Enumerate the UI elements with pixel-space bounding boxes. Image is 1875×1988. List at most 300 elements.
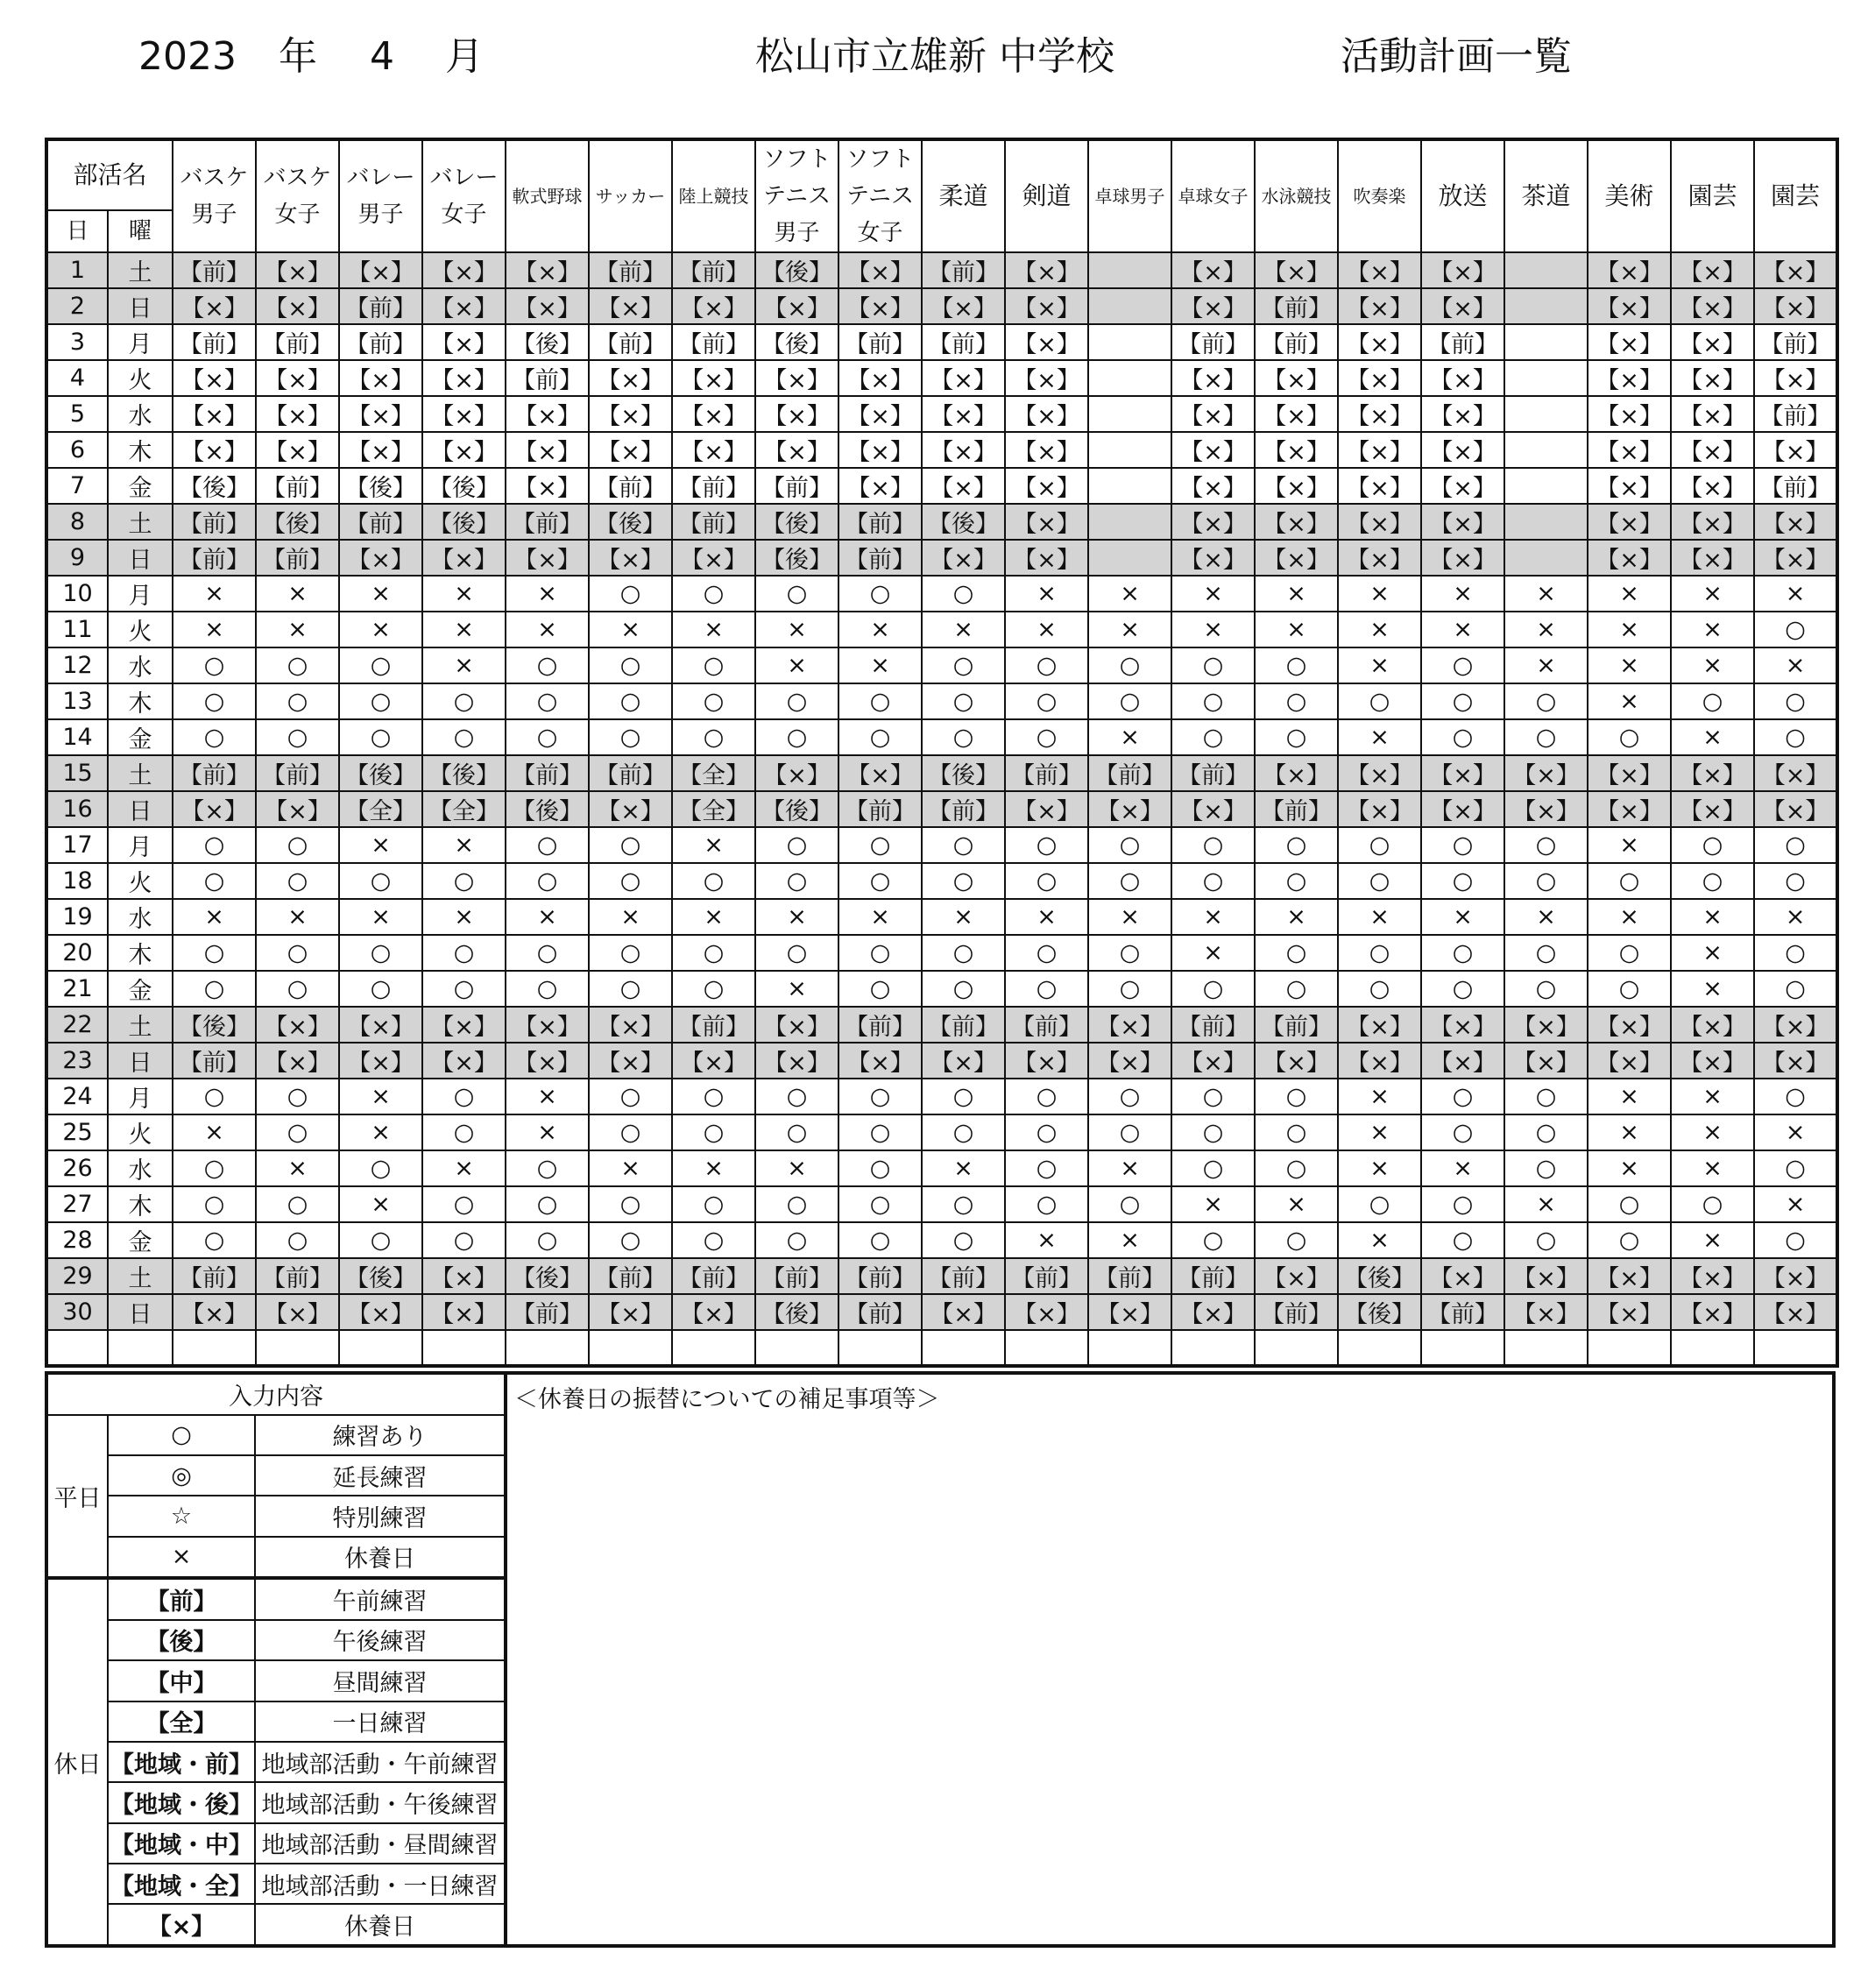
plan-cell — [1088, 540, 1171, 576]
plan-cell: 【後】 — [589, 504, 672, 540]
plan-cell: ○ — [173, 683, 256, 719]
plan-cell: 【前】 — [589, 755, 672, 791]
plan-cell: 【×】 — [1171, 468, 1255, 504]
plan-cell: ○ — [589, 1114, 672, 1150]
blank-cell — [46, 1330, 108, 1366]
plan-cell: ○ — [1005, 1114, 1088, 1150]
plan-cell: 【×】 — [672, 1294, 755, 1330]
plan-cell: 【全】 — [339, 791, 422, 827]
table-row — [46, 935, 1837, 971]
plan-cell: 【後】 — [422, 755, 506, 791]
plan-cell: 【×】 — [672, 396, 755, 432]
plan-cell: × — [1588, 1150, 1671, 1186]
plan-cell: ○ — [1005, 863, 1088, 899]
plan-cell: × — [173, 1114, 256, 1150]
plan-cell: ○ — [173, 827, 256, 863]
plan-cell: ○ — [1255, 1150, 1338, 1186]
plan-cell: ○ — [1171, 1079, 1255, 1114]
plan-cell: 【前】 — [838, 1007, 922, 1043]
plan-cell: 【前】 — [1255, 1007, 1338, 1043]
weekday-cell: 月 — [108, 1079, 173, 1114]
plan-cell — [1504, 288, 1588, 324]
plan-cell: 【×】 — [1255, 468, 1338, 504]
plan-cell: 【×】 — [838, 1043, 922, 1079]
plan-cell: ○ — [173, 935, 256, 971]
plan-cell: ○ — [422, 935, 506, 971]
plan-cell: ○ — [1504, 1222, 1588, 1258]
table-row — [46, 1043, 1837, 1079]
blank-cell — [1421, 1330, 1504, 1366]
table-row — [46, 791, 1837, 827]
plan-cell: 【×】 — [1588, 1007, 1671, 1043]
plan-cell: 【前】 — [922, 1258, 1005, 1294]
plan-cell: ○ — [838, 1150, 922, 1186]
plan-cell: ○ — [1005, 1150, 1088, 1186]
plan-cell: × — [589, 612, 672, 647]
plan-cell: ○ — [755, 1114, 838, 1150]
plan-cell: × — [1171, 935, 1255, 971]
plan-cell: ○ — [1171, 683, 1255, 719]
plan-cell: 【×】 — [506, 396, 589, 432]
plan-cell: ○ — [1338, 827, 1421, 863]
blank-cell — [256, 1330, 339, 1366]
plan-cell: 【×】 — [339, 432, 422, 468]
plan-cell: × — [506, 576, 589, 612]
club-header — [1171, 139, 1255, 252]
blank-cell — [589, 1330, 672, 1366]
plan-cell: 【×】 — [1671, 252, 1754, 288]
weekday-cell: 水 — [108, 1150, 173, 1186]
legend-header-row — [46, 1373, 1834, 1415]
plan-cell: 【×】 — [173, 396, 256, 432]
plan-cell: × — [1671, 971, 1754, 1007]
plan-cell: ○ — [256, 1222, 339, 1258]
plan-cell: 【前】 — [506, 504, 589, 540]
plan-cell: × — [1255, 899, 1338, 935]
plan-cell: 【×】 — [1588, 1294, 1671, 1330]
plan-cell: ○ — [1255, 935, 1338, 971]
plan-cell: 【×】 — [1088, 1007, 1171, 1043]
table-row — [46, 396, 1837, 432]
plan-cell: 【×】 — [922, 468, 1005, 504]
table-row — [46, 719, 1837, 755]
plan-cell: × — [1338, 899, 1421, 935]
club-header-line: サッカー — [595, 186, 666, 207]
plan-cell: 【×】 — [1754, 504, 1837, 540]
plan-cell: 【前】 — [1171, 324, 1255, 360]
plan-cell: 【×】 — [589, 288, 672, 324]
plan-cell: × — [173, 576, 256, 612]
plan-cell: 【×】 — [1588, 540, 1671, 576]
plan-cell: 【×】 — [1588, 504, 1671, 540]
activity-schedule-table — [45, 138, 1839, 1368]
plan-cell: × — [506, 612, 589, 647]
plan-cell: 【×】 — [1338, 252, 1421, 288]
club-header — [922, 139, 1005, 252]
plan-cell: 【×】 — [1421, 540, 1504, 576]
plan-cell: × — [1338, 719, 1421, 755]
table-row — [46, 647, 1837, 683]
day-cell: 9 — [46, 540, 108, 576]
plan-cell: × — [1255, 1186, 1338, 1222]
plan-cell: ○ — [1421, 935, 1504, 971]
blank-cell — [1754, 1330, 1837, 1366]
weekday-cell: 月 — [108, 576, 173, 612]
plan-cell: × — [838, 647, 922, 683]
plan-cell: × — [1338, 576, 1421, 612]
plan-cell: ○ — [256, 1079, 339, 1114]
plan-cell: ○ — [922, 1114, 1005, 1150]
plan-cell: × — [339, 899, 422, 935]
plan-cell: × — [339, 1114, 422, 1150]
plan-cell: 【全】 — [672, 791, 755, 827]
plan-cell: 【×】 — [1088, 1043, 1171, 1079]
plan-cell: ○ — [589, 576, 672, 612]
plan-cell: ○ — [1005, 719, 1088, 755]
plan-cell: 【×】 — [1005, 468, 1088, 504]
plan-cell: ○ — [838, 576, 922, 612]
plan-cell: ○ — [506, 647, 589, 683]
plan-cell: ○ — [1088, 863, 1171, 899]
plan-cell — [1088, 432, 1171, 468]
plan-cell: 【×】 — [1255, 396, 1338, 432]
plan-cell: 【前】 — [1005, 1258, 1088, 1294]
plan-cell: ○ — [838, 1222, 922, 1258]
legend-description: 地域部活動・午前練習 — [255, 1742, 506, 1782]
plan-cell: 【前】 — [506, 1294, 589, 1330]
plan-cell: × — [1588, 647, 1671, 683]
title-month: 4 — [370, 34, 394, 79]
legend-description: 昼間練習 — [255, 1660, 506, 1701]
plan-cell: ○ — [339, 1222, 422, 1258]
plan-cell: 【前】 — [1421, 1294, 1504, 1330]
plan-cell: 【×】 — [1005, 504, 1088, 540]
blank-cell — [1088, 1330, 1171, 1366]
plan-cell: 【×】 — [422, 324, 506, 360]
plan-cell: 【×】 — [1671, 1258, 1754, 1294]
plan-cell: 【前】 — [1255, 288, 1338, 324]
plan-cell: 【×】 — [1255, 252, 1338, 288]
plan-cell: 【×】 — [1671, 396, 1754, 432]
plan-cell: 【前】 — [589, 468, 672, 504]
plan-cell: ○ — [1088, 1079, 1171, 1114]
plan-cell: ○ — [1338, 1186, 1421, 1222]
plan-cell: ○ — [672, 1222, 755, 1258]
table-row — [46, 899, 1837, 935]
plan-cell: ○ — [1005, 683, 1088, 719]
plan-cell: × — [339, 1079, 422, 1114]
legend-description: 延長練習 — [255, 1455, 506, 1496]
plan-cell: × — [256, 899, 339, 935]
plan-cell: ○ — [1171, 647, 1255, 683]
plan-cell: 【×】 — [1588, 1043, 1671, 1079]
legend-description: 午前練習 — [255, 1578, 506, 1620]
club-header-line: 男子 — [774, 220, 820, 246]
plan-cell: 【×】 — [506, 288, 589, 324]
plan-cell: 【前】 — [256, 324, 339, 360]
day-cell: 4 — [46, 360, 108, 396]
plan-cell: ○ — [506, 1150, 589, 1186]
table-row — [46, 432, 1837, 468]
plan-cell: ○ — [1588, 863, 1671, 899]
plan-cell: 【前】 — [672, 1258, 755, 1294]
plan-cell: 【後】 — [922, 504, 1005, 540]
plan-cell: ○ — [1255, 683, 1338, 719]
plan-cell: 【×】 — [506, 1007, 589, 1043]
weekday-group-label: 平日 — [46, 1415, 108, 1579]
club-header — [1255, 139, 1338, 252]
plan-cell: 【前】 — [256, 468, 339, 504]
weekday-cell: 金 — [108, 468, 173, 504]
plan-cell: ○ — [1504, 1150, 1588, 1186]
plan-cell: 【×】 — [422, 1007, 506, 1043]
plan-cell: 【×】 — [1338, 755, 1421, 791]
plan-cell — [1504, 540, 1588, 576]
club-header-line: テニス — [846, 183, 914, 209]
plan-cell: ○ — [422, 683, 506, 719]
plan-cell: × — [1504, 1186, 1588, 1222]
plan-cell: ○ — [589, 1079, 672, 1114]
plan-cell: 【前】 — [1171, 755, 1255, 791]
plan-cell: ○ — [1171, 1114, 1255, 1150]
plan-cell — [1504, 468, 1588, 504]
club-header-line: バスケ — [263, 165, 332, 191]
title-year: 2023 — [138, 34, 237, 79]
club-header — [1421, 139, 1504, 252]
plan-cell: × — [339, 612, 422, 647]
table-row — [46, 468, 1837, 504]
day-cell: 11 — [46, 612, 108, 647]
plan-cell: 【×】 — [1588, 324, 1671, 360]
plan-cell: 【×】 — [256, 252, 339, 288]
blank-cell — [339, 1330, 422, 1366]
plan-cell: 【前】 — [1088, 755, 1171, 791]
plan-cell: ○ — [339, 971, 422, 1007]
plan-cell: ○ — [755, 1222, 838, 1258]
table-row — [46, 1258, 1837, 1294]
plan-cell: × — [422, 647, 506, 683]
plan-cell: ○ — [422, 719, 506, 755]
plan-cell: ○ — [506, 935, 589, 971]
plan-cell: ○ — [422, 1186, 506, 1222]
club-header-line: バレー — [346, 165, 415, 191]
plan-cell: ○ — [1338, 683, 1421, 719]
plan-cell: 【×】 — [256, 396, 339, 432]
plan-cell: × — [422, 612, 506, 647]
plan-cell: 【前】 — [339, 324, 422, 360]
plan-cell: 【後】 — [1338, 1258, 1421, 1294]
plan-cell: × — [1088, 899, 1171, 935]
plan-cell: × — [589, 1150, 672, 1186]
plan-cell: 【×】 — [1338, 324, 1421, 360]
weekday-cell: 火 — [108, 612, 173, 647]
plan-cell: 【×】 — [422, 396, 506, 432]
plan-cell: ○ — [422, 863, 506, 899]
plan-cell: 【×】 — [1754, 1007, 1837, 1043]
plan-cell: 【後】 — [422, 504, 506, 540]
plan-cell: 【×】 — [1588, 360, 1671, 396]
plan-cell: 【×】 — [1171, 504, 1255, 540]
table-row — [46, 612, 1837, 647]
plan-cell: 【×】 — [1421, 791, 1504, 827]
legend-symbol: ◎ — [108, 1455, 255, 1496]
plan-cell: × — [589, 899, 672, 935]
plan-cell: ○ — [838, 1079, 922, 1114]
plan-cell: 【後】 — [256, 504, 339, 540]
plan-cell: 【×】 — [1005, 540, 1088, 576]
weekday-cell: 日 — [108, 1043, 173, 1079]
table-row — [46, 360, 1837, 396]
plan-cell: 【×】 — [1588, 755, 1671, 791]
plan-cell: ○ — [755, 576, 838, 612]
plan-cell: 【×】 — [422, 1043, 506, 1079]
plan-cell: × — [1088, 576, 1171, 612]
plan-cell: ○ — [1338, 935, 1421, 971]
plan-cell: ○ — [838, 719, 922, 755]
plan-cell: ○ — [339, 1150, 422, 1186]
plan-cell: 【×】 — [339, 1043, 422, 1079]
plan-cell: ○ — [1421, 971, 1504, 1007]
plan-cell: 【×】 — [1338, 504, 1421, 540]
plan-cell — [1088, 468, 1171, 504]
plan-cell: 【×】 — [173, 1294, 256, 1330]
plan-cell: ○ — [1255, 1079, 1338, 1114]
plan-cell: 【×】 — [422, 432, 506, 468]
plan-cell: ○ — [838, 935, 922, 971]
plan-cell: 【×】 — [1671, 755, 1754, 791]
plan-cell: ○ — [1088, 935, 1171, 971]
plan-cell: × — [1671, 719, 1754, 755]
table-row — [46, 1222, 1837, 1258]
day-cell: 23 — [46, 1043, 108, 1079]
plan-cell: ○ — [256, 971, 339, 1007]
plan-cell: ○ — [173, 971, 256, 1007]
weekday-cell: 日 — [108, 791, 173, 827]
plan-cell: 【×】 — [1421, 504, 1504, 540]
plan-cell: × — [1255, 612, 1338, 647]
plan-cell: ○ — [838, 1186, 922, 1222]
table-row — [46, 1007, 1837, 1043]
plan-cell: 【×】 — [1588, 1258, 1671, 1294]
plan-cell: 【全】 — [422, 791, 506, 827]
plan-cell: × — [173, 612, 256, 647]
title-month-unit: 月 — [445, 34, 484, 79]
plan-cell: 【後】 — [922, 755, 1005, 791]
plan-cell: 【×】 — [922, 540, 1005, 576]
plan-cell: 【前】 — [173, 504, 256, 540]
club-header-line: 美術 — [1604, 181, 1654, 210]
day-cell: 16 — [46, 791, 108, 827]
plan-cell: 【×】 — [922, 360, 1005, 396]
plan-cell: 【×】 — [506, 540, 589, 576]
plan-cell: ○ — [1754, 719, 1837, 755]
plan-cell: ○ — [1005, 647, 1088, 683]
plan-cell: ○ — [672, 971, 755, 1007]
plan-cell: 【×】 — [589, 1007, 672, 1043]
plan-cell: ○ — [256, 1114, 339, 1150]
plan-cell: ○ — [1088, 1114, 1171, 1150]
plan-cell: ○ — [506, 971, 589, 1007]
plan-cell: × — [1754, 647, 1837, 683]
plan-cell: × — [1338, 1079, 1421, 1114]
plan-cell: 【×】 — [1338, 468, 1421, 504]
plan-cell: 【×】 — [1255, 540, 1338, 576]
plan-cell: 【×】 — [1005, 360, 1088, 396]
plan-cell: ○ — [1671, 863, 1754, 899]
plan-cell: 【前】 — [1754, 396, 1837, 432]
plan-cell: ○ — [1421, 647, 1504, 683]
plan-cell: ○ — [838, 827, 922, 863]
plan-cell: ○ — [1088, 683, 1171, 719]
plan-cell: × — [1588, 683, 1671, 719]
plan-cell: 【×】 — [506, 468, 589, 504]
holiday-group-label: 休日 — [46, 1578, 108, 1946]
club-header — [1338, 139, 1421, 252]
weekday-cell: 月 — [108, 324, 173, 360]
plan-cell: 【前】 — [256, 755, 339, 791]
day-cell: 12 — [46, 647, 108, 683]
day-cell: 6 — [46, 432, 108, 468]
plan-cell: 【×】 — [1421, 360, 1504, 396]
plan-cell: 【後】 — [173, 468, 256, 504]
plan-cell: 【×】 — [1088, 1294, 1171, 1330]
club-header-line: 柔道 — [938, 181, 988, 210]
club-header — [256, 139, 339, 252]
plan-cell: × — [1421, 576, 1504, 612]
day-cell: 10 — [46, 576, 108, 612]
plan-cell: ○ — [589, 647, 672, 683]
plan-cell: 【全】 — [672, 755, 755, 791]
plan-cell: 【×】 — [922, 288, 1005, 324]
blank-cell — [1504, 1330, 1588, 1366]
plan-cell: 【前】 — [1255, 791, 1338, 827]
plan-cell: ○ — [1754, 612, 1837, 647]
plan-cell: ○ — [506, 827, 589, 863]
plan-cell: × — [1754, 1186, 1837, 1222]
plan-cell: 【前】 — [173, 755, 256, 791]
plan-cell: 【×】 — [922, 432, 1005, 468]
plan-cell: 【×】 — [589, 396, 672, 432]
plan-cell: 【×】 — [339, 396, 422, 432]
plan-cell: × — [1504, 647, 1588, 683]
plan-cell: 【×】 — [838, 360, 922, 396]
plan-cell: ○ — [1754, 827, 1837, 863]
day-cell: 19 — [46, 899, 108, 935]
plan-cell: 【×】 — [256, 432, 339, 468]
plan-cell: × — [1671, 1079, 1754, 1114]
plan-cell — [1504, 360, 1588, 396]
plan-cell: ○ — [755, 719, 838, 755]
day-cell: 30 — [46, 1294, 108, 1330]
plan-cell: ○ — [1754, 971, 1837, 1007]
day-cell: 27 — [46, 1186, 108, 1222]
plan-cell: 【前】 — [173, 540, 256, 576]
plan-cell: × — [1754, 576, 1837, 612]
plan-cell: 【前】 — [1005, 755, 1088, 791]
legend-symbol: 【地域・前】 — [108, 1742, 255, 1782]
plan-cell: ○ — [173, 1186, 256, 1222]
plan-cell: 【×】 — [1754, 791, 1837, 827]
plan-cell: 【後】 — [506, 324, 589, 360]
plan-cell — [1504, 324, 1588, 360]
plan-cell: × — [1671, 1222, 1754, 1258]
plan-cell: ○ — [1504, 935, 1588, 971]
plan-cell: 【前】 — [672, 1007, 755, 1043]
plan-cell: ○ — [422, 1114, 506, 1150]
plan-cell: ○ — [755, 863, 838, 899]
plan-cell: 【×】 — [1338, 791, 1421, 827]
club-header-line: 男子 — [357, 202, 404, 228]
